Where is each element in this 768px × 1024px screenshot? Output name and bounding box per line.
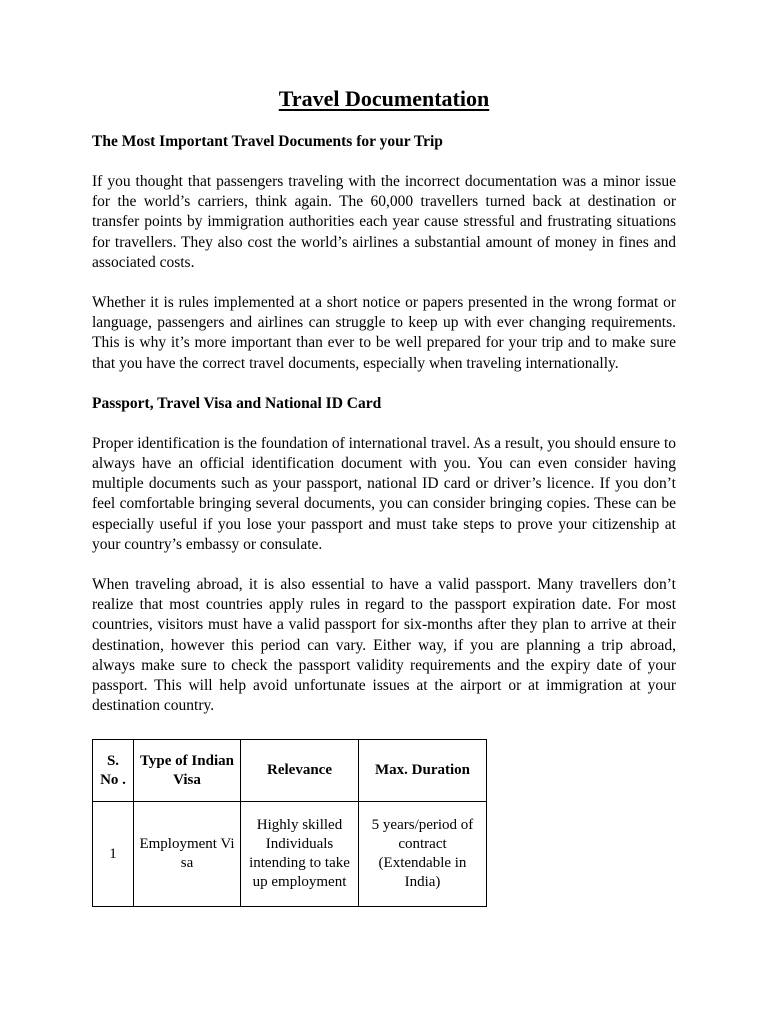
table-header-visa-type: Type of Indian Visa xyxy=(134,740,241,802)
section-heading-first: The Most Important Travel Documents for your Trip xyxy=(92,133,443,150)
paragraph-4: When traveling abroad, it is also essential to have a valid passport. Many travellers don’t realize that most countries apply rules in regard to the passport expiration date. For most countries, visitors must have a valid passport for six-months after they plan to arrive at their destination, however this period can vary. Either way, if you are planning a trip abroad, always make sure to check the passport validity requirements and the expiry date of your passport. This will help avoid unfortunate issues at the airport or at immigration at your destination country. xyxy=(92,576,676,715)
section-heading-second: Passport, Travel Visa and National ID Card xyxy=(92,394,382,412)
visa-table xyxy=(92,739,487,907)
cell-visa-type: Employment Visa xyxy=(134,802,241,907)
table-header-max-duration: Max. Duration xyxy=(359,740,487,802)
table-header-row xyxy=(93,740,487,802)
cell-relevance: Highly skilled Individuals intending to take up employment xyxy=(241,802,359,907)
table-header-relevance: Relevance xyxy=(241,740,359,802)
cell-serial-number: 1 xyxy=(93,802,134,907)
cell-max-duration: 5 years/period of contract (Extendable in India) xyxy=(359,802,487,907)
paragraph-1: If you thought that passengers traveling with the incorrect documentation was a minor issue for the world’s carriers, think again. The 60,000 travellers turned back at destination or transfer points by immigration authorities each year cause stressful and frustrating situations for travellers. They also cost the world’s airlines a substantial amount of money in fines and associated costs. xyxy=(92,173,676,271)
document-content xyxy=(92,0,676,907)
table-row xyxy=(93,802,487,907)
table-header-serial-number: S. No . xyxy=(93,740,134,802)
page-title xyxy=(92,0,676,112)
paragraph-2: Whether it is rules implemented at a short notice or papers presented in the wrong format or language, passengers and airlines can struggle to keep up with ever changing requirements. This is why it’s more important than ever to be well prepared for your trip and to make sure that you have the correct travel documents, especially when traveling internationally. xyxy=(92,294,676,372)
visa-table-container xyxy=(92,716,676,907)
paragraph-3: Proper identification is the foundation of international travel. As a result, you should ensure to always have an official identification document with you. You can even consider having multiple documents such as your passport, national ID card or driver’s licence. If you don’t feel comfortable bringing several documents, you can consider bringing copies. These can be especially useful if you lose your passport and must take steps to prove your citizenship at your country’s embassy or consulate. xyxy=(92,434,676,553)
page-title-text: Travel Documentation xyxy=(278,86,490,111)
